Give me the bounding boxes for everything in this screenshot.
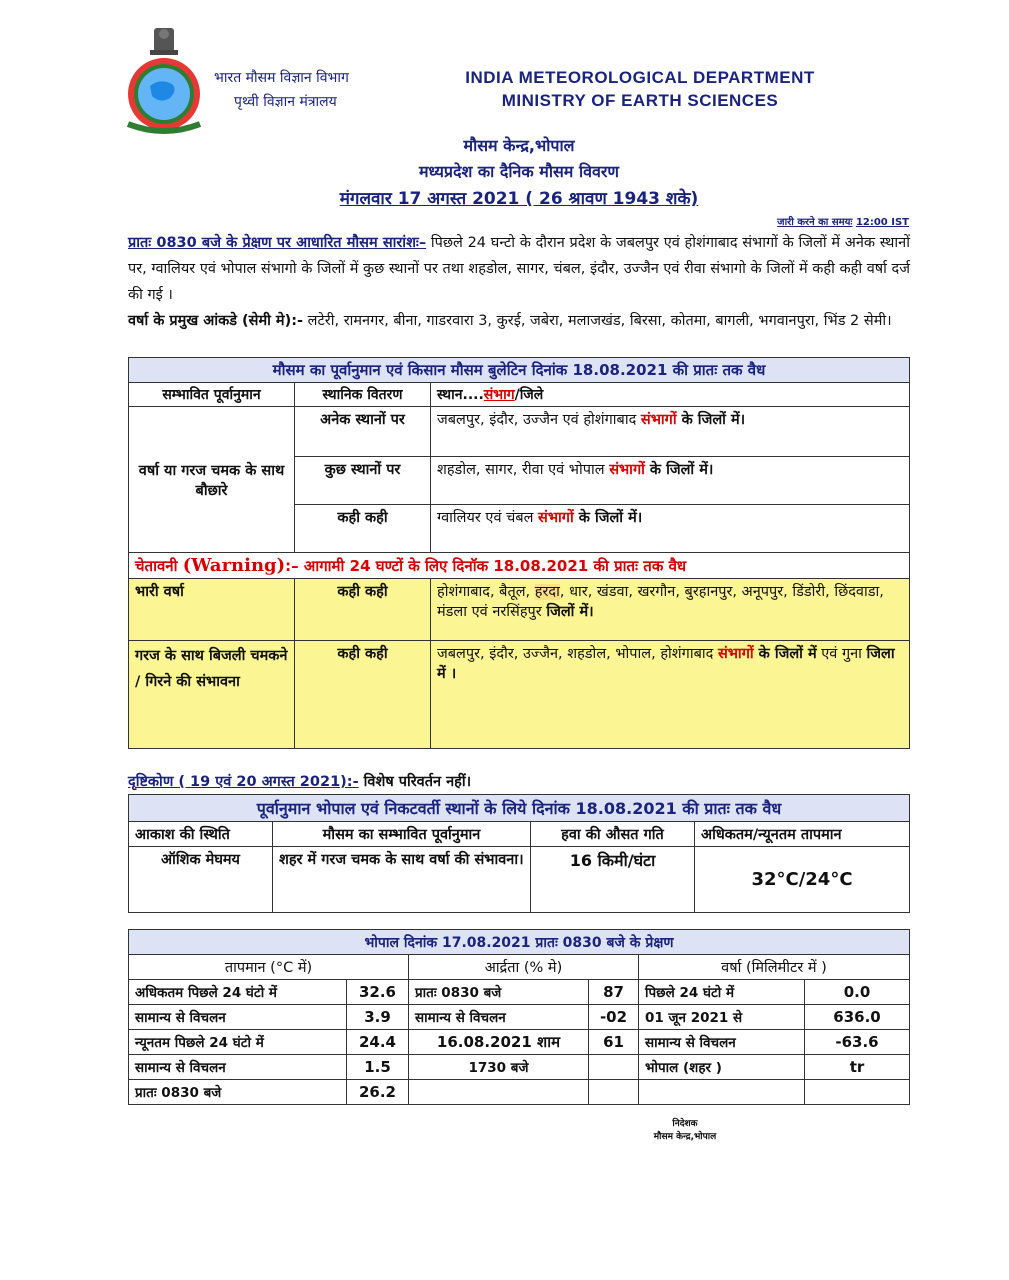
forecast-heading: मौसम का पूर्वानुमान एवं किसान मौसम बुलेटिन दिनांक 18.08.2021 की प्रातः तक वैध xyxy=(129,358,910,383)
col-forecast: सम्भावित पूर्वानुमान xyxy=(129,383,295,407)
sambhag-word: संभागों xyxy=(640,412,677,428)
obs-value: -63.6 xyxy=(805,1030,910,1055)
summary-text: पिछले 24 घन्टो के दौरान प्रदेश के जबलपुर एवं होशंगाबाद संभागों के जिलों में अनेक स्थानों पर, ग्वालियर एवं भोपाल संभागो के जिलों में कुछ स्थानों पर तथा शहडोल, सागर, चंबल, इंदौर, उज्जैन एवं रीवा संभागो के जिलों में कही कही वर्षा दर्ज की गई । xyxy=(128,235,910,303)
col-sky: आकाश की स्थिति xyxy=(129,822,273,847)
outlook xyxy=(128,771,471,791)
header-english xyxy=(400,66,880,112)
obs-label: 01 जून 2021 से xyxy=(639,1005,805,1030)
warning-label-en: (Warning) xyxy=(182,555,286,576)
obs-label: सामान्य से विचलन xyxy=(129,1055,347,1080)
ashoka-emblem-icon xyxy=(150,28,178,55)
warning-heading xyxy=(129,553,910,579)
places-isolated xyxy=(431,505,910,553)
outlook-label: दृष्टिकोण ( 19 एवं 20 अगस्त 2021):- xyxy=(128,774,359,790)
warn-heavy-places-a: होशंगाबाद, बैतूल, xyxy=(437,584,535,600)
ministry-name-hindi: पृथ्वी विज्ञान मंत्रालय xyxy=(234,94,337,110)
obs-value: 26.2 xyxy=(347,1080,409,1105)
obs-label: न्यूनतम पिछले 24 घंटो में xyxy=(129,1030,347,1055)
districts-word: जिलों में। xyxy=(546,604,594,620)
obs-label: सामान्य से विचलन xyxy=(409,1005,589,1030)
table-row xyxy=(129,1030,910,1055)
bhopal-forecast-heading: पूर्वानुमान भोपाल एवं निकटवर्ती स्थानों के लिये दिनांक 18.08.2021 की प्रातः तक वैध xyxy=(129,795,910,822)
signature-office: मौसम केन्द्र,भोपाल xyxy=(653,1132,717,1142)
warn-heavy-places-b: , धार, खंडवा, खरगौन, बुरहानपुर, अनूपपुर, डिंडोरी, छिंदवाडा, मंडला एवं नरसिंहपुर xyxy=(437,584,884,620)
warn-heavy-rain: भारी वर्षा xyxy=(129,579,295,641)
obs-value: 3.9 xyxy=(347,1005,409,1030)
warning-validity: :– आगामी 24 घण्टों के लिए दिनॉक 18.08.2021 की प्रातः तक वैध xyxy=(285,557,687,575)
col-places xyxy=(431,383,910,407)
obs-value: 24.4 xyxy=(347,1030,409,1055)
forecast-table xyxy=(128,357,910,749)
temp-head: तापमान (°C में) xyxy=(129,955,409,980)
sambhag-word: संभागों xyxy=(538,510,574,526)
col-temp: अधिकतम/न्यूनतम तापमान xyxy=(695,822,910,847)
table-row xyxy=(129,980,910,1005)
sambhag-word: संभागों xyxy=(609,462,645,478)
table-row xyxy=(129,1080,910,1105)
warn-heavy-dist: कही कही xyxy=(295,579,431,641)
table-row xyxy=(129,1005,910,1030)
temp-value: 32°C/24°C xyxy=(695,847,910,913)
rain-head: वर्षा (मिलिमीटर में ) xyxy=(639,955,910,980)
obs-value: 1.5 xyxy=(347,1055,409,1080)
obs-value: 61 xyxy=(589,1030,639,1055)
centre-title: मौसम केन्द्र,भोपाल xyxy=(463,136,575,155)
sambhag-word: संभागों xyxy=(717,646,754,662)
districts-word: के जिलों में। xyxy=(676,412,746,428)
report-date-text: मंगलवार 17 अगस्त 2021 ( 26 श्रावण 1943 शके) xyxy=(339,189,699,209)
col-weather: मौसम का सम्भावित पूर्वानुमान xyxy=(273,822,531,847)
warn-heavy-places xyxy=(431,579,910,641)
obs-label: 1730 बजे xyxy=(409,1055,589,1080)
obs-value: 87 xyxy=(589,980,639,1005)
summary-lead: प्रातः 0830 बजे के प्रेक्षण पर आधारित मौसम सारांशः– xyxy=(128,235,427,251)
issue-time xyxy=(777,214,909,228)
warn-thunder-places-a: जबलपुर, इंदौर, उज्जैन, शहडोल, भोपाल, होशंगाबाद xyxy=(437,646,718,662)
dist-isolated: कही कही xyxy=(295,505,431,553)
obs-label: अधिकतम पिछले 24 घंटो में xyxy=(129,980,347,1005)
dist-many: अनेक स्थानों पर xyxy=(295,407,431,457)
obs-label xyxy=(409,1080,589,1105)
col-distribution: स्थानिक वितरण xyxy=(295,383,431,407)
district-word: जिला में । xyxy=(437,646,895,682)
obs-label: सामान्य से विचलन xyxy=(129,1005,347,1030)
report-date xyxy=(128,186,910,209)
obs-label xyxy=(639,1080,805,1105)
col-places-a: स्थान.... xyxy=(437,387,484,403)
phenomenon-cell: वर्षा या गरज चमक के साथ बौछारे xyxy=(129,407,295,553)
imd-emblem-logo xyxy=(120,24,208,136)
rain-figures-label: वर्षा के प्रमुख आंकडे (सेमी मे):- xyxy=(128,313,304,329)
dept-name-hindi: भारत मौसम विज्ञान विभाग xyxy=(214,70,349,86)
sky-value: ऑशिक मेघमय xyxy=(129,847,273,913)
dist-some: कुछ स्थानों पर xyxy=(295,457,431,505)
places-many-text: जबलपुर, इंदौर, उज्जैन एवं होशंगाबाद xyxy=(437,412,641,428)
signature-title: निदेशक xyxy=(672,1119,698,1129)
places-many xyxy=(431,407,910,457)
issue-time-value: 12:00 IST xyxy=(855,217,909,228)
obs-label: 16.08.2021 शाम xyxy=(409,1030,589,1055)
districts-word: के जिलों में। xyxy=(573,510,643,526)
header-hindi xyxy=(214,66,349,114)
obs-label: पिछले 24 घंटो में xyxy=(639,980,805,1005)
warn-thunder: गरज के साथ बिजली चमकने / गिरने की संभावना xyxy=(129,641,295,749)
places-some xyxy=(431,457,910,505)
obs-label: प्रातः 0830 बजे xyxy=(409,980,589,1005)
obs-value: 32.6 xyxy=(347,980,409,1005)
observations-table xyxy=(128,929,910,1105)
places-some-text: शहडोल, सागर, रीवा एवं भोपाल xyxy=(437,462,610,478)
warn-thunder-mid: एवं गुना xyxy=(816,646,867,662)
table-row xyxy=(129,1055,910,1080)
obs-value xyxy=(805,1080,910,1105)
dept-name-english: INDIA METEOROLOGICAL DEPARTMENT xyxy=(465,68,815,87)
observations-heading: भोपाल दिनांक 17.08.2021 प्रातः 0830 बजे के प्रेक्षण xyxy=(129,930,910,955)
wind-value: 16 किमी/घंटा xyxy=(531,847,695,913)
warn-heavy-highlight: हरदा xyxy=(534,584,560,600)
signature-block xyxy=(640,1118,730,1144)
obs-value: -02 xyxy=(589,1005,639,1030)
weather-value: शहर में गरज चमक के साथ वर्षा की संभावना। xyxy=(273,847,531,913)
obs-label: प्रातः 0830 बजे xyxy=(129,1080,347,1105)
report-title: मध्यप्रदेश का दैनिक मौसम विवरण xyxy=(418,162,619,181)
obs-value: tr xyxy=(805,1055,910,1080)
warn-thunder-dist: कही कही xyxy=(295,641,431,749)
obs-value: 0.0 xyxy=(805,980,910,1005)
obs-value xyxy=(589,1080,639,1105)
districts-word: के जिलों में xyxy=(753,646,817,662)
hum-head: आर्द्रता (% मे) xyxy=(409,955,639,980)
warn-thunder-places xyxy=(431,641,910,749)
places-isolated-text: ग्वालियर एवं चंबल xyxy=(437,510,539,526)
obs-label: भोपाल (शहर ) xyxy=(639,1055,805,1080)
globe-icon xyxy=(128,58,200,130)
weather-summary xyxy=(128,230,910,334)
col-places-c: /जिले xyxy=(514,387,544,403)
ministry-name-english: MINISTRY OF EARTH SCIENCES xyxy=(501,91,779,110)
col-places-b: संभाग xyxy=(483,387,515,403)
outlook-text: विशेष परिवर्तन नहीं। xyxy=(358,774,472,790)
bhopal-forecast-table xyxy=(128,794,910,913)
districts-word: के जिलों में। xyxy=(644,462,714,478)
obs-label: सामान्य से विचलन xyxy=(639,1030,805,1055)
rain-figures-text: लटेरी, रामनगर, बीना, गाडरवारा 3, कुरई, जबेरा, मलाजखंड, बिरसा, कोतमा, बागली, भगवानपुरा, भिंड 2 सेमी। xyxy=(303,313,892,329)
issue-time-label: जारी करने का समयः xyxy=(777,217,853,228)
obs-value xyxy=(589,1055,639,1080)
obs-value: 636.0 xyxy=(805,1005,910,1030)
col-wind: हवा की औसत गति xyxy=(531,822,695,847)
warning-label: चेतावनी xyxy=(135,557,183,575)
